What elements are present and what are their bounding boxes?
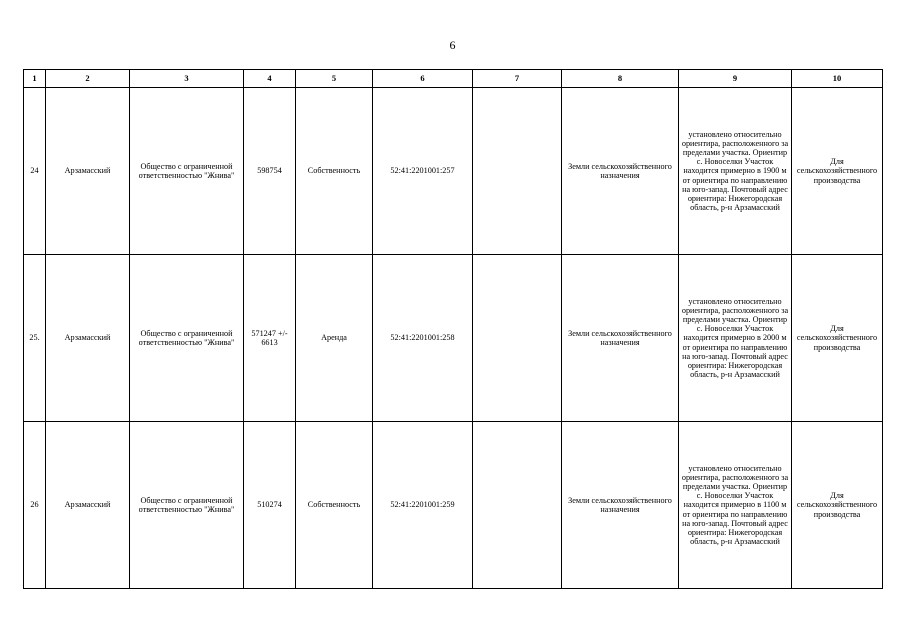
- column-header: 8: [562, 70, 679, 88]
- area-cell: 598754: [244, 88, 296, 255]
- empty-cell: [473, 255, 562, 422]
- column-header: 5: [296, 70, 373, 88]
- column-header: 4: [244, 70, 296, 88]
- table-row: [24, 88, 883, 255]
- header-row: [24, 70, 883, 88]
- empty-cell: [473, 88, 562, 255]
- owner-cell: Общество с ограниченной ответственностью "Жнива": [130, 422, 244, 589]
- table-row: [24, 422, 883, 589]
- row-number: 25.: [24, 255, 46, 422]
- district-cell: Арзамасский: [46, 88, 130, 255]
- area-cell: 571247 +/- 6613: [244, 255, 296, 422]
- owner-cell: Общество с ограниченной ответственностью "Жнива": [130, 255, 244, 422]
- column-header: 7: [473, 70, 562, 88]
- right-type-cell: Аренда: [296, 255, 373, 422]
- land-plots-table: [23, 69, 883, 589]
- area-cell: 510274: [244, 422, 296, 589]
- column-header: 2: [46, 70, 130, 88]
- column-header: 9: [679, 70, 792, 88]
- table-row: [24, 255, 883, 422]
- row-number: 26: [24, 422, 46, 589]
- right-type-cell: Собственность: [296, 88, 373, 255]
- column-header: 3: [130, 70, 244, 88]
- cadastral-number-cell: 52:41:2201001:258: [373, 255, 473, 422]
- right-type-cell: Собственность: [296, 422, 373, 589]
- owner-cell: Общество с ограниченной ответственностью "Жнива": [130, 88, 244, 255]
- district-cell: Арзамасский: [46, 422, 130, 589]
- column-header: 1: [24, 70, 46, 88]
- page-number: 6: [449, 38, 456, 52]
- district-cell: Арзамасский: [46, 255, 130, 422]
- usage-cell: Для сельскохозяйственного производства: [792, 422, 883, 589]
- column-header: 10: [792, 70, 883, 88]
- address-cell: установлено относительно ориентира, расположенного за пределами участка. Ориентир с. Новоселки Участок находится примерно в 1900 м от ориентира по направлению на юго-запад. Почтовый адрес ориентира: Нижегородская область, р-н Арзамасский: [679, 88, 792, 255]
- land-category-cell: Земли сельскохозяйственного назначения: [562, 88, 679, 255]
- row-number: 24: [24, 88, 46, 255]
- land-category-cell: Земли сельскохозяйственного назначения: [562, 422, 679, 589]
- usage-cell: Для сельскохозяйственного производства: [792, 255, 883, 422]
- empty-cell: [473, 422, 562, 589]
- address-cell: установлено относительно ориентира, расположенного за пределами участка. Ориентир с. Новоселки Участок находится примерно в 2000 м от ориентира по направлению на юго-запад. Почтовый адрес ориентира: Нижегородская область, р-н Арзамасский: [679, 255, 792, 422]
- land-category-cell: Земли сельскохозяйственного назначения: [562, 255, 679, 422]
- cadastral-number-cell: 52:41:2201001:257: [373, 88, 473, 255]
- column-header: 6: [373, 70, 473, 88]
- address-cell: установлено относительно ориентира, расположенного за пределами участка. Ориентир с. Новоселки Участок находится примерно в 1100 м от ориентира по направлению на юго-запад. Почтовый адрес ориентира: Нижегородская область, р-н Арзамасский: [679, 422, 792, 589]
- cadastral-number-cell: 52:41:2201001:259: [373, 422, 473, 589]
- usage-cell: Для сельскохозяйственного производства: [792, 88, 883, 255]
